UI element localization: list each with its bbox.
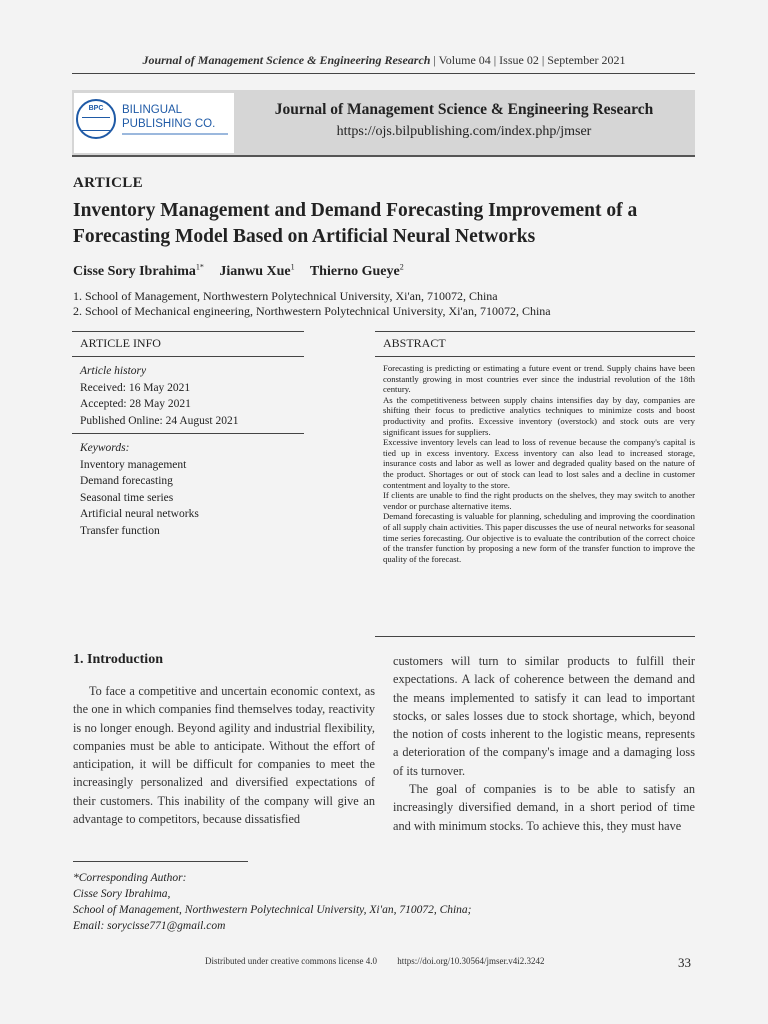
license-text: Distributed under creative commons license 4.0 xyxy=(205,956,377,966)
author xyxy=(73,264,204,279)
logo-underline xyxy=(122,133,228,135)
running-head-issue: | Volume 04 | Issue 02 | September 2021 xyxy=(430,53,626,67)
publisher-logo xyxy=(74,93,234,153)
footnote-name: Cisse Sory Ibrahima, xyxy=(73,888,171,900)
abstract-paragraph: Demand forecasting is valuable for planning, scheduling and improving the coordination of all supply chain activities. This paper discusses the use of neural networks for seasonal time series forecasting. Our objective is to evaluate the contribution of the correct choice of the transfer function by proposing a new form of the transfer function to improve the quality of the forecast. xyxy=(383,511,695,564)
keyword: Seasonal time series xyxy=(80,491,174,504)
abstract-bottom-rule xyxy=(375,636,695,637)
logo-emblem-icon xyxy=(76,99,116,139)
body-paragraph: customers will turn to similar products to fulfill their expectations. A lack of coherence between the demand and the means implemented to satisfy it can lead to important stocks, or sales losses due to stock shortage, which, beyond the notion of costs inherent to the logistic means, represents a deterioration of the company's image and a damaging loss of its turnover. xyxy=(393,654,695,778)
author-list xyxy=(73,262,416,280)
banner-journal-title: Journal of Management Science & Engineering Research xyxy=(274,101,654,118)
footnote-address: School of Management, Northwestern Polytechnical University, Xi'an, 710072, China; xyxy=(73,904,472,916)
title-line-1: Inventory Management and Demand Forecasting Improvement of a xyxy=(73,200,638,221)
abstract-text xyxy=(375,357,695,564)
footnote-rule xyxy=(73,861,248,862)
body-paragraph: To face a competitive and uncertain economic context, as the one in which companies find themselves today, reactivity is no longer enough. Beyond agility and industrial flexibility, companies must be able to anticipate. Without the effort of anticipation, it will be difficult for companies to meet the increasingly personalized and diversified expectations of their customers. This inability of the company will give an advantage to competitors, because dissatisfied xyxy=(73,684,375,827)
author-name: Thierno Gueye xyxy=(309,263,400,279)
banner-bottom-rule xyxy=(72,155,695,157)
article-history xyxy=(72,357,304,433)
author-affil-mark: 1* xyxy=(195,262,204,271)
logo-line1: BILINGUAL xyxy=(122,104,183,116)
affiliation-1: 1. School of Management, Northwestern Polytechnical University, Xi'an, 710072, China xyxy=(73,289,498,303)
article-title xyxy=(73,198,698,250)
author-affil-mark: 2 xyxy=(399,262,404,271)
abstract-paragraph: Excessive inventory levels can lead to loss of revenue because the company's capital is tied up in excess inventory. Excess inventory can also lead to increased storage, insurance costs and labor as well as lower and degraded quality based on the nature of the product. Shortages or out of stock can lead to lost sales and a decline in customer contentment and loyalty to the store. xyxy=(383,437,695,490)
published-date: Published Online: 24 August 2021 xyxy=(80,414,239,427)
article-type-label: ARTICLE xyxy=(73,175,143,191)
footnote-email[interactable]: Email: sorycisse771@gmail.com xyxy=(73,920,226,932)
page-footer xyxy=(205,956,563,966)
abstract-paragraph: If clients are unable to find the right products on the shelves, they may switch to another vendor or purchase alternative items. xyxy=(383,490,695,511)
keywords-block xyxy=(72,434,304,543)
corresponding-author-footnote xyxy=(73,870,472,934)
received-date: Received: 16 May 2021 xyxy=(80,381,191,394)
body-paragraph: The goal of companies is to be able to satisfy an increasingly diversified demand, in a short period of time and with minimum stocks. To achieve this, they must have xyxy=(393,782,695,833)
article-info-heading: ARTICLE INFO xyxy=(72,331,304,357)
logo-text xyxy=(122,103,215,131)
banner-url[interactable]: https://ojs.bilpublishing.com/index.php/jmser xyxy=(336,124,592,139)
page-number: 33 xyxy=(678,955,691,970)
abstract-paragraph: Forecasting is predicting or estimating a future event or trend. Supply chains have been constantly growing in most countries ever since the industrial revolution of the 18th century. xyxy=(383,363,695,395)
body-column-left xyxy=(73,682,375,828)
logo-badge: BPC xyxy=(88,105,104,112)
author-affil-mark: 1 xyxy=(290,262,295,271)
affiliation-2: 2. School of Mechanical engineering, Northwestern Polytechnical University, Xi'an, 710072, China xyxy=(73,304,551,318)
author xyxy=(219,264,294,279)
header-rule xyxy=(72,73,695,74)
keyword: Artificial neural networks xyxy=(80,508,199,520)
abstract-panel xyxy=(375,331,695,564)
keyword: Demand forecasting xyxy=(80,475,173,487)
keyword: Inventory management xyxy=(80,458,187,471)
keywords-label: Keywords: xyxy=(80,442,130,454)
abstract-heading: ABSTRACT xyxy=(375,331,695,357)
author-name: Cisse Sory Ibrahima xyxy=(73,263,196,279)
logo-glyph-icon xyxy=(82,117,110,131)
running-head xyxy=(0,53,768,68)
section-heading-introduction: 1. Introduction xyxy=(73,652,163,667)
accepted-date: Accepted: 28 May 2021 xyxy=(80,398,191,410)
logo-line2: PUBLISHING CO. xyxy=(122,118,216,130)
running-head-journal: Journal of Management Science & Engineering Research xyxy=(142,53,431,67)
author-name: Jianwu Xue xyxy=(219,263,291,279)
article-info-panel xyxy=(72,331,304,543)
title-line-2: Forecasting Model Based on Artificial Neural Networks xyxy=(73,226,536,247)
keyword: Transfer function xyxy=(80,524,160,537)
footnote-label: *Corresponding Author: xyxy=(73,872,187,884)
doi-link[interactable]: https://doi.org/10.30564/jmser.v4i2.3242 xyxy=(397,956,545,966)
author xyxy=(310,264,404,279)
body-column-right xyxy=(393,652,695,835)
abstract-paragraph: As the competitiveness between supply chains intensifies day by day, companies are shifting their focus to predictive analytics techniques to minimize costs and boost productivity and profits. Excessive inventory (overstock) and stock outs are very significant issues for suppliers. xyxy=(383,394,695,437)
history-label: Article history xyxy=(80,365,147,377)
